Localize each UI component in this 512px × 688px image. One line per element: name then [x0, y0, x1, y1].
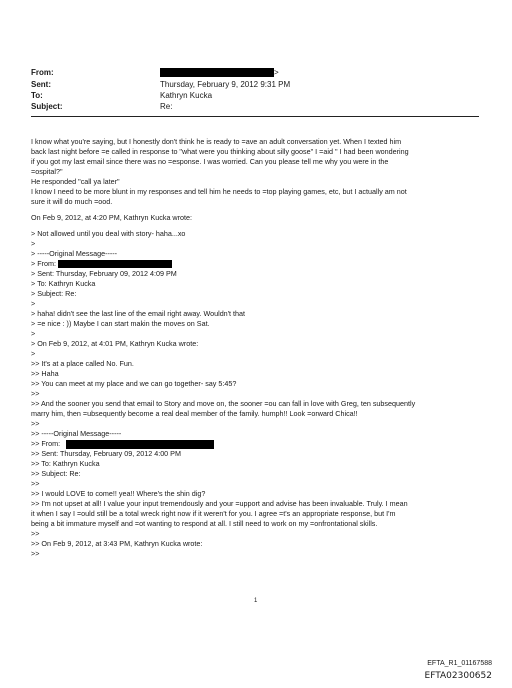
quoted-line: >> You can meet at my place and we can go together- say 5:45? [31, 379, 237, 388]
quote-intro-line: On Feb 9, 2012, at 4:20 PM, Kathryn Kucka wrote: [31, 213, 193, 222]
redaction-box [66, 440, 214, 449]
quoted-line: > [31, 349, 36, 358]
quoted-line: >> I would LOVE to come!! yea!! Where's the shin dig? [31, 489, 206, 498]
quoted-line: >> I'm not upset at all! I value your input tremendously and your =upport and advise has been invaluable. Truly. I mean [31, 499, 408, 508]
quoted-line: >> [31, 549, 40, 558]
sent-label: Sent: [31, 80, 51, 89]
quoted-line: > -----Original Message----- [31, 249, 118, 258]
quoted-line: > =e nice : )) Maybe I can start makin the moves on Sat. [31, 319, 210, 328]
email-body [31, 137, 486, 559]
quoted-line: >> [31, 419, 40, 428]
header-divider [31, 116, 479, 117]
quoted-from-line [31, 439, 486, 449]
quoted-line: >> [31, 529, 40, 538]
sent-value: Thursday, February 9, 2012 9:31 PM [160, 80, 291, 89]
body-line: sure it will do much =ood. [31, 197, 113, 206]
quoted-line: >> Subject: Re: [31, 469, 81, 478]
from-value [160, 68, 279, 78]
quoted-line: it when I say I =ould still be a total wreck right now if it weren't for you. I agree =t's an appropriate response, but I'm [31, 509, 396, 518]
bates-number-small: EFTA_R1_01167588 [427, 660, 492, 667]
quoted-line: >> It's at a place called No. Fun. [31, 359, 134, 368]
bates-number-large: EFTA02300652 [424, 671, 492, 681]
quoted-line: marry him, then =ubsequently become a real deal member of the family. humph!! Look =orward Chica!! [31, 409, 358, 418]
quoted-line: >> [31, 479, 40, 488]
from-suffix: > [274, 68, 279, 77]
quoted-line: > [31, 239, 36, 248]
to-label: To: [31, 91, 43, 100]
quoted-line: >> -----Original Message----- [31, 429, 122, 438]
quoted-line: being a bit immature myself and =ot wanting to respond at all. I still need to work on my =onfrontational skills. [31, 519, 378, 528]
quoted-line: >> Sent: Thursday, February 09, 2012 4:00 PM [31, 449, 181, 458]
quoted-line: > Sent: Thursday, February 09, 2012 4:09 PM [31, 269, 177, 278]
to-value: Kathryn Kucka [160, 91, 213, 100]
quoted-line: > On Feb 9, 2012, at 4:01 PM, Kathryn Kucka wrote: [31, 339, 199, 348]
quoted-line: > [31, 329, 36, 338]
quoted-line: > To: Kathryn Kucka [31, 279, 96, 288]
quoted-from-line [31, 259, 486, 269]
quoted-from-label: >> From: [31, 439, 61, 448]
quoted-line: > [31, 299, 36, 308]
quoted-from-label: > From: [31, 259, 56, 268]
body-line: He responded "call ya later" [31, 177, 120, 186]
subject-label: Subject: [31, 102, 63, 111]
quoted-line: >> On Feb 9, 2012, at 3:43 PM, Kathryn Kucka wrote: [31, 539, 203, 548]
subject-value: Re: [160, 102, 173, 111]
quoted-line: >> Haha [31, 369, 59, 378]
page-number: 1 [254, 598, 258, 604]
body-line: if you got my last email since there was no =esponse. I was worried. Can you please tell me why you were in the [31, 157, 389, 166]
quoted-line: >> [31, 389, 40, 398]
body-line: back last night before =e called in response to "what were you thinking about silly goose" I =aid " I had been wondering [31, 147, 409, 156]
quoted-line: >> To: Kathryn Kucka [31, 459, 100, 468]
quoted-line: > Not allowed until you deal with story- haha...xo [31, 229, 186, 238]
redaction-box [58, 260, 172, 268]
quoted-line: > haha! didn't see the last line of the email right away. Wouldn't that [31, 309, 246, 318]
redaction-box [160, 68, 274, 77]
from-label: From: [31, 68, 54, 77]
body-line: I know I need to be more blunt in my responses and tell him he needs to =top playing games, etc, but I actually am not [31, 187, 407, 196]
quoted-line: > Subject: Re: [31, 289, 77, 298]
body-line: =ospital?" [31, 167, 63, 176]
quoted-line: >> And the sooner you send that email to Story and move on, the sooner =ou can fall in love with Greg, ten subsequently [31, 399, 416, 408]
body-line: I know what you're saying, but I honestly don't think he is ready to =ave an adult conversation yet. When I texted him [31, 137, 402, 146]
